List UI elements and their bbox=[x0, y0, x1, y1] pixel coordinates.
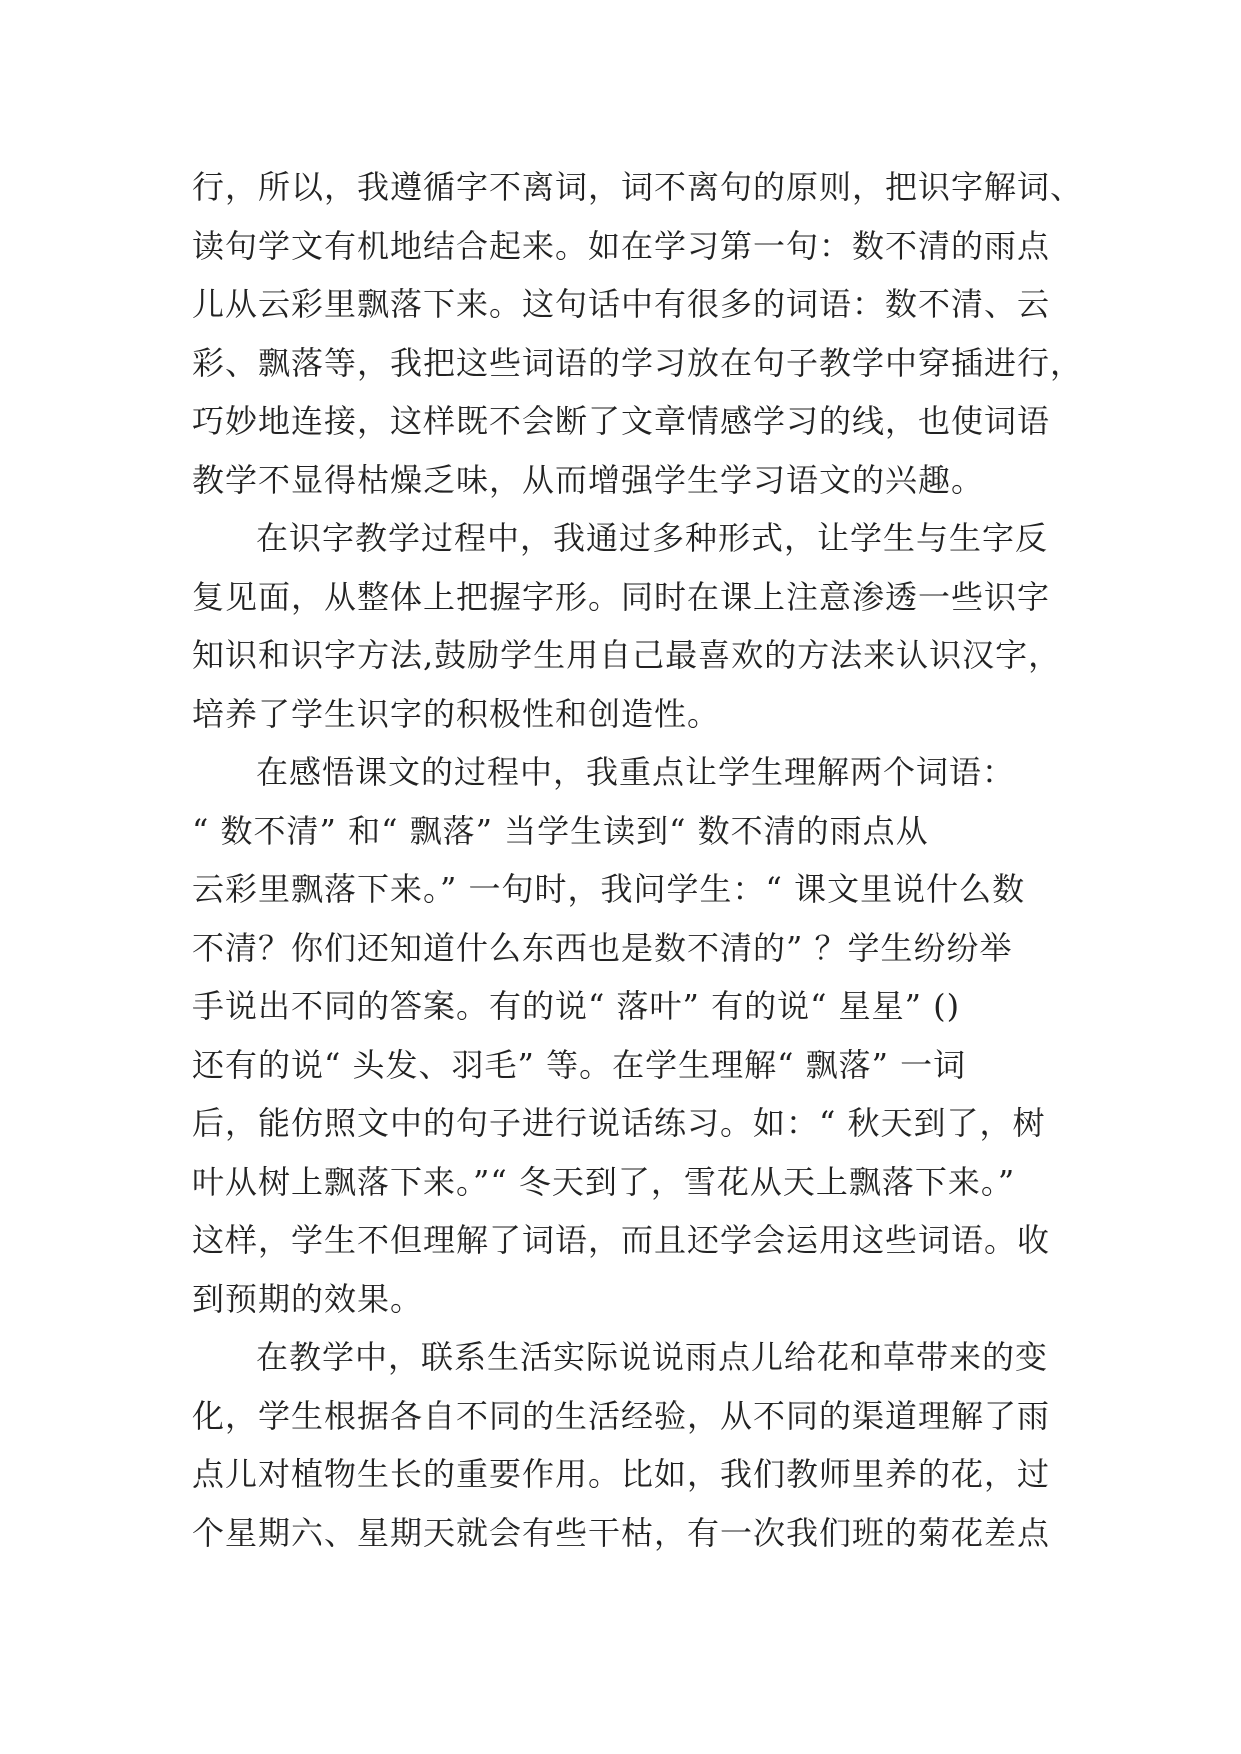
text-line: 教学不显得枯燥乏味，从而增强学生学习语文的兴趣。 bbox=[192, 460, 985, 499]
text-line: 手说出不同的答案。有的说“ 落叶” 有的说“ 星星” () bbox=[192, 987, 961, 1025]
text-line: 这样，学生不但理解了词语，而且还学会运用这些词语。收 bbox=[192, 1221, 1051, 1259]
text-line: 不清？你们还知道什么东西也是数不清的” ？学生纷纷举 bbox=[192, 928, 1013, 967]
text-line: 云彩里飘落下来。” 一句时，我问学生：“ 课文里说什么数 bbox=[192, 870, 1026, 908]
text-line: 知识和识字方法,鼓励学生用自己最喜欢的方法来认识汉字， bbox=[192, 636, 1062, 674]
text-line: 点儿对植物生长的重要作用。比如，我们教师里养的花，过 bbox=[192, 1455, 1051, 1493]
text-line: 行，所以，我遵循字不离词，词不离句的原则，把识字解词、 bbox=[192, 168, 1084, 206]
text-line: 复见面，从整体上把握字形。同时在课上注意渗透一些识字 bbox=[192, 577, 1051, 616]
text-line: 叶从树上飘落下来。”“ 冬天到了，雪花从天上飘落下来。” bbox=[192, 1162, 1016, 1201]
text-line: 在感悟课文的过程中，我重点让学生理解两个词语： bbox=[256, 753, 1016, 791]
text-line: 在教学中，联系生活实际说说雨点儿给花和草带来的变 bbox=[256, 1338, 1049, 1376]
text-line: 彩、飘落等，我把这些词语的学习放在句子教学中穿插进行， bbox=[192, 343, 1084, 382]
text-line: 个星期六、星期天就会有些干枯，有一次我们班的菊花差点 bbox=[192, 1513, 1051, 1552]
text-line: 巧妙地连接，这样既不会断了文章情感学习的线，也使词语 bbox=[192, 402, 1051, 440]
text-line: 培养了学生识字的积极性和创造性。 bbox=[192, 694, 721, 733]
text-line: 读句学文有机地结合起来。如在学习第一句：数不清的雨点 bbox=[192, 226, 1051, 265]
body-text bbox=[192, 158, 1084, 1562]
text-line: 儿从云彩里飘落下来。这句话中有很多的词语：数不清、云 bbox=[192, 285, 1051, 323]
text-line: 还有的说“ 头发、羽毛” 等。在学生理解“ 飘落” 一词 bbox=[192, 1045, 967, 1084]
text-line: 在识字教学过程中，我通过多种形式，让学生与生字反 bbox=[256, 519, 1049, 557]
text-line: “ 数不清” 和“ 飘落” 当学生读到“ 数不清的雨点从 bbox=[192, 811, 929, 850]
text-line: 后，能仿照文中的句子进行说话练习。如：“ 秋天到了，树 bbox=[192, 1104, 1046, 1142]
text-line: 化，学生根据各自不同的生活经验，从不同的渠道理解了雨 bbox=[192, 1396, 1051, 1435]
text-line: 到预期的效果。 bbox=[192, 1279, 424, 1318]
